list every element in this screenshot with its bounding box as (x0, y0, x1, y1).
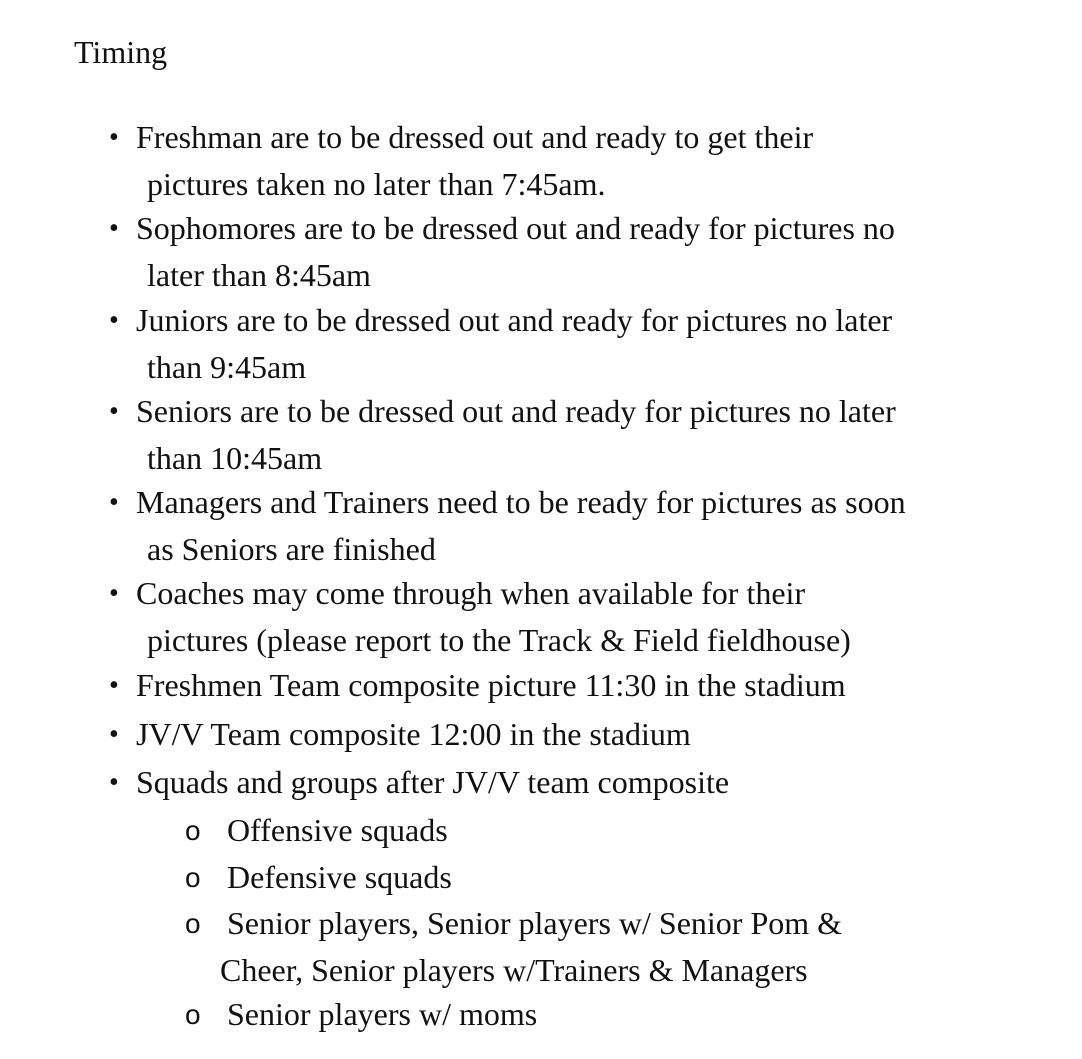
sub-list-item-text: Defensive squads (227, 859, 452, 895)
page-title: Timing (74, 34, 168, 70)
list-item-text: JV/V Team composite 12:00 in the stadium (136, 716, 691, 752)
list-item-text: Freshmen Team composite picture 11:30 in the stadium (136, 667, 846, 703)
list-item-text: Squads and groups after JV/V team composite (136, 764, 730, 800)
sub-list-item-text: Senior players, Senior players w/ Senior Pom & Cheer, Senior players w/Trainers & Managers (220, 905, 843, 988)
bullet-marker: • (109, 396, 119, 427)
bullet-marker: • (109, 122, 119, 153)
bullet-marker: • (109, 487, 119, 518)
list-item-text: Coaches may come through when available for their pictures (please report to the Track & Field fieldhouse) (136, 575, 851, 658)
list-item-text: Juniors are to be dressed out and ready for pictures no later than 9:45am (136, 302, 893, 385)
sub-list-item-text: Senior players w/ moms (227, 996, 538, 1032)
list-item-text: Freshman are to be dressed out and ready to get their pictures taken no later than 7:45am. (136, 119, 814, 202)
sub-list-item-text: Offensive squads (227, 812, 448, 848)
list-item-text: Managers and Trainers need to be ready for pictures as soon as Seniors are finished (136, 484, 906, 567)
sub-bullet-marker: o (185, 908, 201, 939)
bullet-marker: • (109, 670, 119, 701)
sub-bullet-marker: o (185, 815, 201, 846)
list-item-text: Seniors are to be dressed out and ready for pictures no later than 10:45am (136, 393, 896, 476)
sub-bullet-marker: o (185, 999, 201, 1030)
sub-bullet-marker: o (185, 862, 201, 893)
bullet-marker: • (109, 578, 119, 609)
bullet-marker: • (109, 305, 119, 336)
bullet-marker: • (109, 767, 119, 798)
bullet-marker: • (109, 719, 119, 750)
bullet-marker: • (109, 213, 119, 244)
list-item-text: Sophomores are to be dressed out and ready for pictures no later than 8:45am (136, 210, 895, 293)
